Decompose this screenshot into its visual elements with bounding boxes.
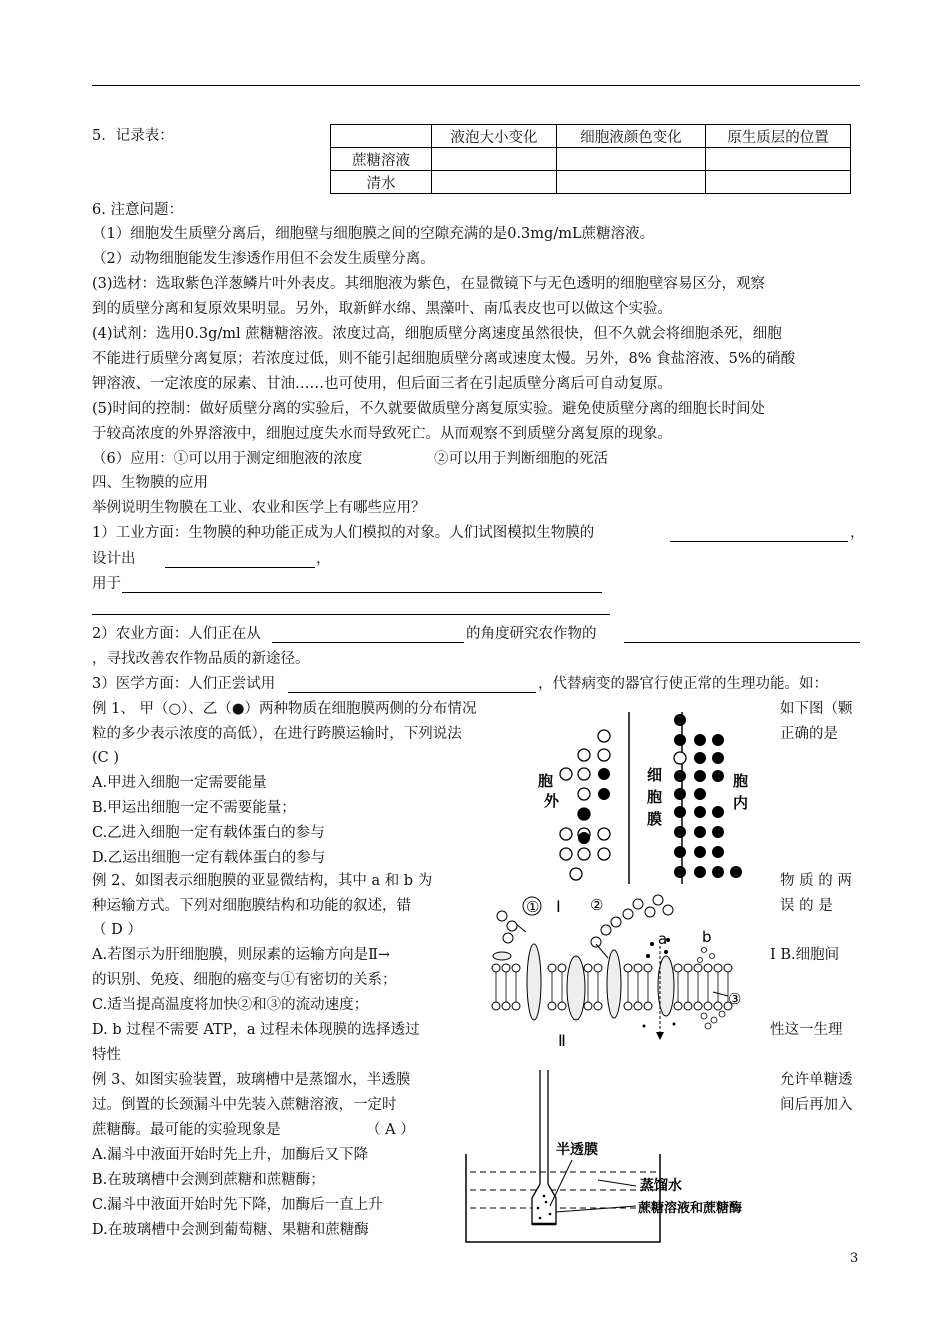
fig-out-1: 胞 bbox=[538, 772, 554, 790]
ex3-option-d: D.在玻璃槽中会测到葡萄糖、果糖和蔗糖酶 bbox=[92, 1222, 369, 1238]
section4-title: 四、生物膜的应用 bbox=[92, 475, 208, 491]
industry-line2: 设计出 bbox=[92, 551, 136, 567]
table-header-cell: 细胞液颜色变化 bbox=[557, 125, 706, 148]
ex1-right1: 如下图（颗 bbox=[780, 701, 853, 717]
fig-label-membrane: 半透膜 bbox=[556, 1142, 598, 1158]
industry-comma2: ， bbox=[316, 551, 331, 567]
ex3-right2: 间后再加入 bbox=[780, 1097, 853, 1113]
fig-in-1: 胞 bbox=[733, 772, 749, 790]
ex2-right-a: Ⅰ B.细胞间 bbox=[770, 947, 840, 963]
ex1-option-b: B.甲运出细胞一定不需要能量； bbox=[92, 800, 296, 816]
agriculture-line1: 2）农业方面：人们正在从 bbox=[92, 626, 261, 642]
medicine-line: 3）医学方面：人们正尝试用 bbox=[92, 676, 276, 692]
note-6-b: ②可以用于判断细胞的死活 bbox=[434, 451, 608, 467]
pointer-membrane bbox=[550, 1160, 572, 1206]
ex1-line1: 例 1、 甲（○）、乙（●）两种物质在细胞膜两侧的分布情况 bbox=[92, 701, 477, 717]
note-3-line1: (3)选材：选取紫色洋葱鳞片叶外表皮。其细胞液为紫色，在显微镜下与无色透明的细胞壁容易区分，观察 bbox=[92, 276, 766, 292]
pointer-3 bbox=[713, 992, 728, 996]
fig-label-solution: 蔗糖溶液和蔗糖酶 bbox=[638, 1201, 743, 1216]
ex2-option-a: A.若图示为肝细胞膜，则尿素的运输方向是Ⅱ→ bbox=[92, 947, 391, 963]
agriculture-line2: 的角度研究农作物的 bbox=[466, 626, 597, 642]
fig-mem-1: 细 bbox=[647, 766, 663, 784]
ex2-option-d2: 特性 bbox=[92, 1047, 121, 1063]
fig-label-b: b bbox=[702, 928, 712, 946]
table-cell bbox=[432, 171, 557, 194]
section4-question: 举例说明生物膜在工业、农业和医学上有哪些应用？ bbox=[92, 500, 426, 516]
note-5-line2: 于较高浓度的外界溶液中，细胞过度失水而导致死亡。从而观察不到质壁分离复原的现象。 bbox=[92, 426, 672, 442]
pointer-solution bbox=[556, 1206, 636, 1212]
note-2: （2）动物细胞能发生渗透作用但不会发生质壁分离。 bbox=[92, 251, 435, 267]
molecules-b bbox=[698, 948, 726, 1030]
ex2-line2: 种运输方式。下列对细胞膜结构和功能的叙述，错 bbox=[92, 898, 411, 914]
industry-line1: 1）工业方面：生物膜的种功能正成为人们模拟的对象。人们试图模拟生物膜的 bbox=[92, 525, 595, 541]
ex1-answer: (C ) bbox=[92, 750, 120, 766]
open-circles-inside bbox=[674, 752, 686, 764]
ex3-option-c: C.漏斗中液面开始时先下降，加酶后一直上升 bbox=[92, 1197, 383, 1213]
membrane-structure-figure bbox=[488, 886, 760, 1054]
table-header-cell bbox=[331, 125, 432, 148]
record-table bbox=[330, 124, 851, 194]
ex3-option-a: A.漏斗中液面开始时先上升，加酶后又下降 bbox=[92, 1147, 369, 1163]
blank-line bbox=[272, 642, 464, 643]
table-cell: 蔗糖溶液 bbox=[331, 148, 432, 171]
table-row bbox=[331, 148, 851, 171]
fig-mem-2: 胞 bbox=[647, 788, 663, 806]
medicine-tail: ，代替病变的器官行使正常的生理功能。如： bbox=[538, 676, 828, 692]
table-cell bbox=[557, 171, 706, 194]
note-4-line3: 钾溶液、一定浓度的尿素、甘油……也可使用，但后面三者在引起质壁分离后可自动复原。 bbox=[92, 376, 672, 392]
agriculture-line3: ，寻找改善农作物品质的新途径。 bbox=[92, 651, 310, 667]
note-5-line1: (5)时间的控制：做好质壁分离的实验后，不久就要做质壁分离复原实验。避免使质壁分离的细胞长时间处 bbox=[92, 401, 766, 417]
table-row bbox=[331, 171, 851, 194]
ex3-line1: 例 3、如图实验装置，玻璃槽中是蒸馏水，半透膜 bbox=[92, 1072, 411, 1088]
ex2-option-b: 的识别、免疫、细胞的癌变与①有密切的关系； bbox=[92, 972, 397, 988]
ex2-right-d: 性这一生理 bbox=[770, 1022, 843, 1038]
table-cell bbox=[557, 148, 706, 171]
section5-label: 5．记录表： bbox=[92, 128, 174, 144]
ex1-option-c: C.乙进入细胞一定有载体蛋白的参与 bbox=[92, 825, 325, 841]
industry-comma: ， bbox=[850, 525, 865, 541]
fig-label-3: ③ bbox=[728, 990, 742, 1008]
fig-label-II: Ⅱ bbox=[558, 1031, 566, 1050]
ex3-answer: （ A ） bbox=[366, 1122, 415, 1138]
page-number: 3 bbox=[850, 1251, 859, 1266]
ex3-line2: 过。倒置的长颈漏斗中先装入蔗糖溶液，一定时 bbox=[92, 1097, 397, 1113]
fig-label-I: I bbox=[556, 897, 561, 916]
table-cell: 清水 bbox=[331, 171, 432, 194]
table-header-cell: 原生质层的位置 bbox=[706, 125, 851, 148]
ex2-right1: 物 质 的 两 bbox=[780, 873, 852, 889]
fig-label-water: 蒸馏水 bbox=[640, 1178, 682, 1194]
fig-label-1: ① bbox=[526, 898, 540, 916]
blank-line bbox=[670, 541, 848, 542]
note-4-line2: 不能进行质壁分离复原；若浓度过低，则不能引起细胞质壁分离或速度太慢。另外，8% 食盐溶液、5%的硝酸 bbox=[92, 351, 796, 367]
pointer-water bbox=[598, 1180, 636, 1186]
note-6-a: （6）应用：①可以用于测定细胞液的浓度 bbox=[92, 451, 363, 467]
industry-line3: 用于 bbox=[92, 576, 121, 592]
ex2-right2: 误 的 是 bbox=[780, 898, 833, 914]
ex2-option-d: D. b 过程不需要 ATP，a 过程未体现膜的选择透过 bbox=[92, 1022, 420, 1038]
note-1: （1）细胞发生质壁分离后，细胞壁与细胞膜之间的空隙充满的是0.3mg/mL蔗糖溶液。 bbox=[92, 226, 655, 242]
membrane-distribution-figure bbox=[530, 708, 760, 888]
blank-line bbox=[92, 614, 610, 615]
note-3-line2: 到的质壁分离和复原效果明显。另外，取新鲜水绵、黑藻叶、南瓜表皮也可以做这个实验。 bbox=[92, 301, 672, 317]
table-cell bbox=[706, 171, 851, 194]
table-row bbox=[331, 125, 851, 148]
pointer-2 bbox=[596, 944, 608, 958]
ex1-line2: 粒的多少表示浓度的高低），在进行跨膜运输时，下列说法 bbox=[92, 726, 462, 742]
notes-title: 6. 注意问题： bbox=[92, 202, 183, 218]
ex1-right2: 正确的是 bbox=[780, 726, 838, 742]
table-cell bbox=[706, 148, 851, 171]
table-cell bbox=[432, 148, 557, 171]
open-circles-outside bbox=[560, 730, 610, 880]
ex2-answer: （ D ） bbox=[92, 922, 142, 938]
header-rule bbox=[92, 85, 860, 86]
filled-circles-inside bbox=[674, 714, 742, 878]
ex2-line1: 例 2、如图表示细胞膜的亚显微结构，其中 a 和 b 为 bbox=[92, 873, 433, 889]
ex1-option-d: D.乙运出细胞一定有载体蛋白的参与 bbox=[92, 850, 326, 866]
water-level-lines bbox=[470, 1172, 656, 1208]
glass-tank bbox=[466, 1154, 660, 1242]
ex3-option-b: B.在玻璃槽中会测到蔗糖和蔗糖酶； bbox=[92, 1172, 325, 1188]
blank-line bbox=[165, 567, 315, 568]
table-header-cell: 液泡大小变化 bbox=[432, 125, 557, 148]
ex3-line3: 蔗糖酶。最可能的实验现象是 bbox=[92, 1122, 281, 1138]
blank-line bbox=[288, 692, 536, 693]
blank-line bbox=[624, 642, 860, 643]
fig-mem-3: 膜 bbox=[647, 810, 663, 828]
blank-line bbox=[122, 592, 602, 593]
arrowhead-a bbox=[656, 1032, 664, 1040]
fig-in-2: 内 bbox=[733, 794, 749, 812]
ex3-right1: 允许单糖透 bbox=[780, 1072, 853, 1088]
ex1-option-a: A.甲进入细胞一定需要能量 bbox=[92, 775, 267, 791]
fig-out-2: 外 bbox=[544, 792, 560, 810]
note-4-line1: (4)试剂：选用0.3g/ml 蔗糖糖溶液。浓度过高，细胞质壁分离速度虽然很快，但不久就会将细胞杀死，细胞 bbox=[92, 326, 782, 342]
fig-label-a: a bbox=[658, 930, 668, 948]
pointer-1 bbox=[516, 924, 526, 932]
fig-label-2: ② bbox=[590, 896, 604, 914]
ex2-option-c: C.适当提高温度将加快②和③的流动速度； bbox=[92, 997, 369, 1013]
osmosis-apparatus-figure bbox=[460, 1066, 760, 1246]
